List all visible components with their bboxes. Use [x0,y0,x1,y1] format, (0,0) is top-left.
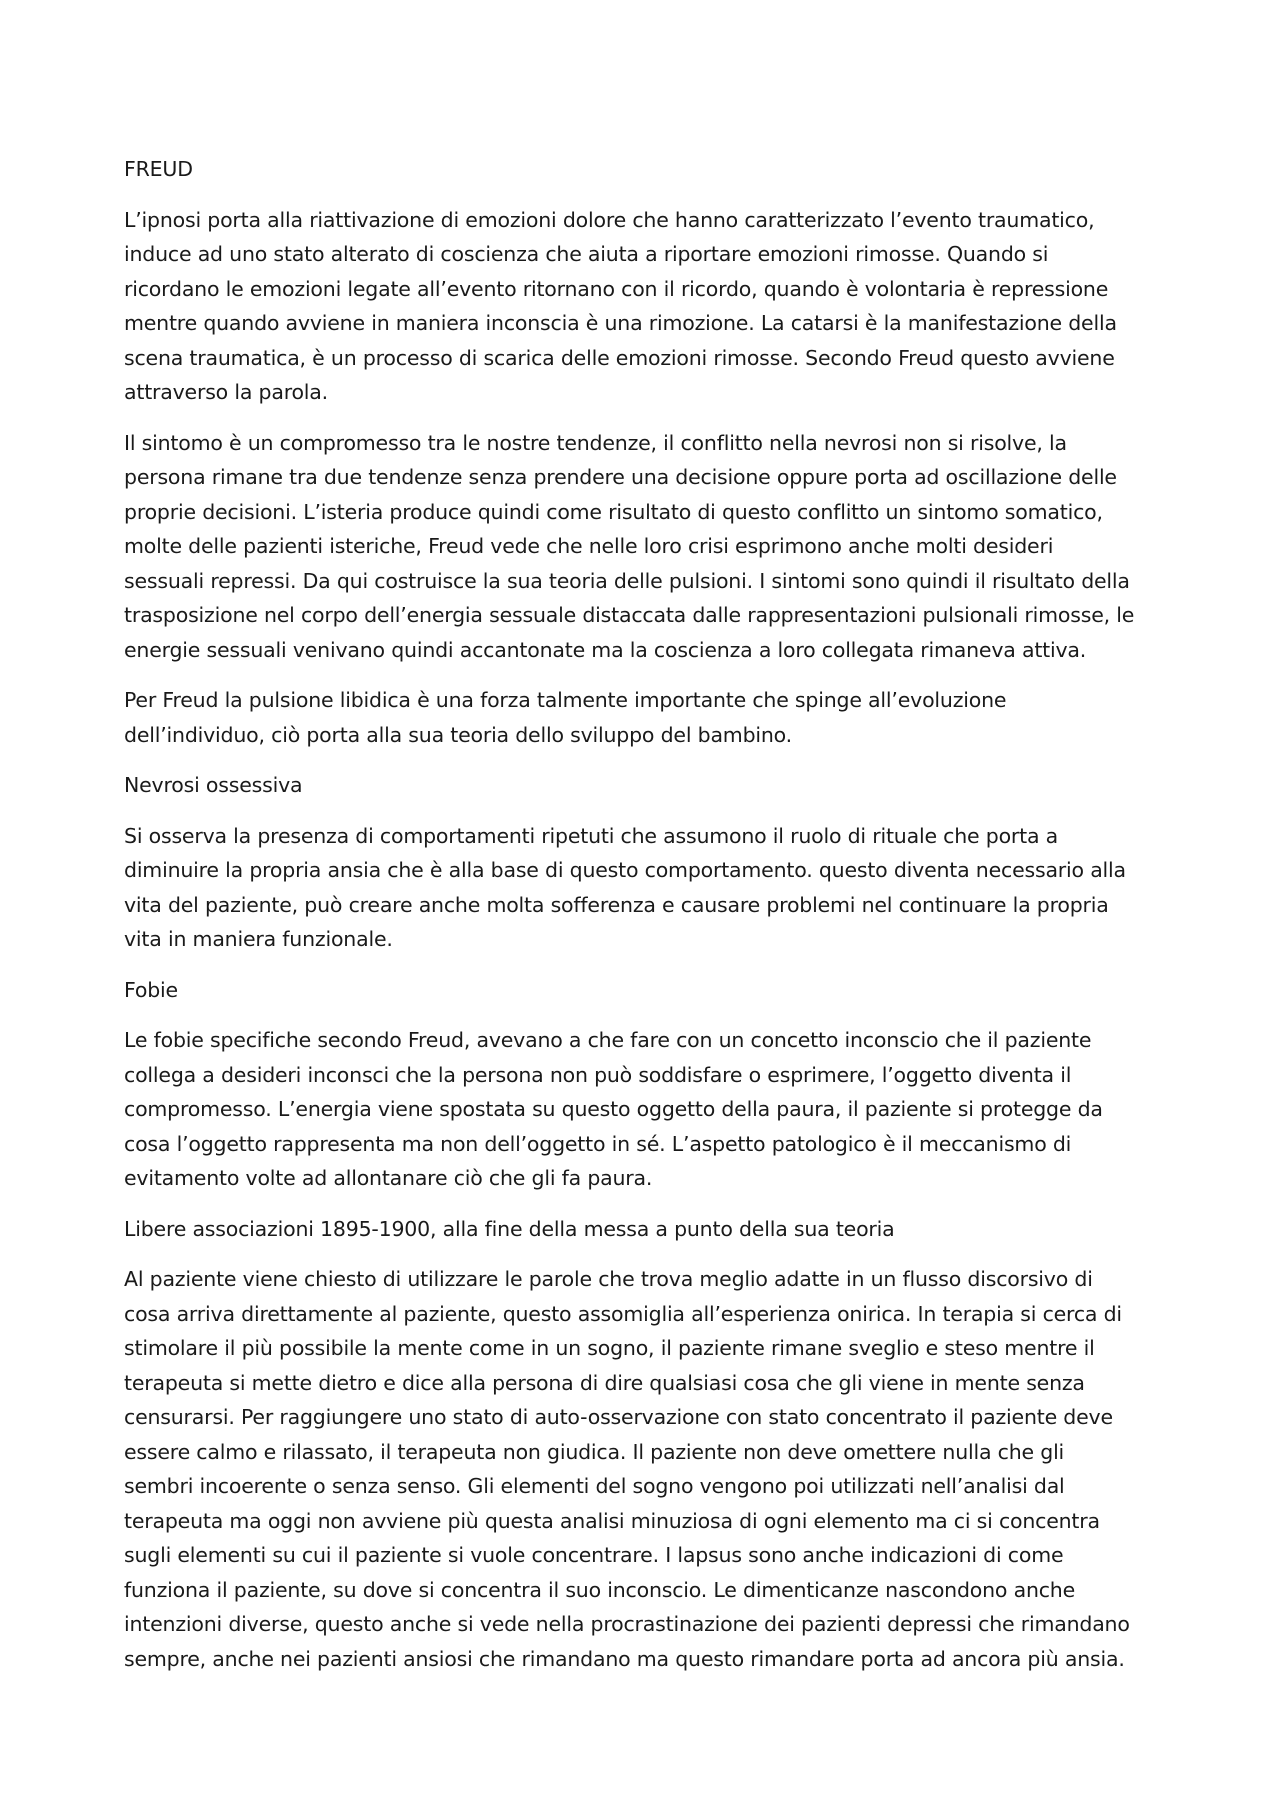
paragraph-line: sempre, anche nei pazienti ansiosi che rimandano ma questo rimandare porta ad ancora più ansia. [124,1646,1125,1671]
paragraph-line: vita del paziente, può creare anche molta sofferenza e causare problemi nel continuare la propria [124,892,1109,917]
paragraph-line: Il sintomo è un compromesso tra le nostre tendenze, il conflitto nella nevrosi non si risolve, la [124,430,1067,455]
heading-text: Fobie [124,977,178,1002]
paragraph-line: stimolare il più possibile la mente come in un sogno, il paziente rimane sveglio e steso mentre il [124,1336,1095,1360]
paragraph-line: essere calmo e rilassato, il terapeuta non giudica. Il paziente non deve omettere nulla che gli [124,1439,1065,1464]
paragraph-line: energie sessuali venivano quindi accantonate ma la coscienza a loro collegata rimaneva attiva. [124,637,1087,662]
paragraph-line: sugli elementi su cui il paziente si vuole concentrare. I lapsus sono anche indicazioni di come [124,1543,1064,1567]
paragraph-line: sessuali repressi. Da qui costruisce la sua teoria delle pulsioni. I sintomi sono quindi il risultato della [124,568,1130,593]
paragraph-line: terapeuta si mette dietro e dice alla persona di dire qualsiasi cosa che gli viene in mente senza [124,1370,1085,1395]
paragraph-line: sembri incoerente o senza senso. Gli elementi del sogno vengono poi utilizzati nell’analisi dal [124,1474,1065,1498]
document-title: FREUD [124,157,193,181]
paragraph-line: compromesso. L’energia viene spostata su questo oggetto della paura, il paziente si protegge da [124,1097,1103,1121]
paragraph-line: trasposizione nel corpo dell’energia sessuale distaccata dalle rappresentazioni pulsionali rimosse, le [124,603,1135,627]
paragraph [124,1023,1166,1196]
section-heading [124,973,1166,1008]
paragraph-line: Per Freud la pulsione libidica è una forza talmente importante che spinge all’evoluzione [124,688,1007,712]
paragraph [124,819,1166,957]
paragraph-line: attraverso la parola. [124,380,328,404]
paragraph [124,683,1166,752]
paragraph-line: proprie decisioni. L’isteria produce quindi come risultato di questo conflitto un sintomo somatico, [124,499,1103,524]
paragraph-line: ricordano le emozioni legate all’evento ritornano con il ricordo, quando è volontaria è repressione [124,276,1109,301]
paragraph [124,1262,1166,1676]
document-body [124,203,1166,1677]
paragraph-line: L’ipnosi porta alla riattivazione di emozioni dolore che hanno caratterizzato l’evento traumatico, [124,207,1095,232]
paragraph-line: Si osserva la presenza di comportamenti ripetuti che assumono il ruolo di rituale che porta a [124,823,1059,848]
paragraph-line: censurarsi. Per raggiungere uno stato di auto-osservazione con stato concentrato il paziente deve [124,1405,1113,1429]
heading-text: Libere associazioni 1895-1900, alla fine della messa a punto della sua teoria [124,1216,895,1241]
paragraph [124,203,1166,410]
paragraph-line: mentre quando avviene in maniera inconscia è una rimozione. La catarsi è la manifestazione della [124,311,1117,335]
paragraph-line: evitamento volte ad allontanare ciò che gli fa paura. [124,1166,653,1190]
section-heading [124,1212,1166,1247]
paragraph-line: cosa l’oggetto rappresenta ma non dell’oggetto in sé. L’aspetto patologico è il meccanismo di [124,1131,1072,1156]
paragraph [124,426,1166,668]
paragraph-line: molte delle pazienti isteriche, Freud vede che nelle loro crisi esprimono anche molti desideri [124,534,1054,558]
paragraph-line: funziona il paziente, su dove si concentra il suo inconscio. Le dimenticanze nascondono anche [124,1577,1076,1602]
paragraph-line: intenzioni diverse, questo anche si vede nella procrastinazione dei pazienti depressi che rimandano [124,1612,1130,1636]
paragraph-line: Al paziente viene chiesto di utilizzare le parole che trova meglio adatte in un flusso discorsivo di [124,1267,1093,1291]
paragraph-line: Le fobie specifiche secondo Freud, avevano a che fare con un concetto inconscio che il paziente [124,1028,1092,1052]
paragraph-line: diminuire la propria ansia che è alla base di questo comportamento. questo diventa necessario alla [124,858,1126,882]
section-heading [124,768,1166,803]
paragraph-line: vita in maniera funzionale. [124,927,393,951]
heading-text: Nevrosi ossessiva [124,773,303,797]
document-page [124,152,1166,1692]
paragraph-line: persona rimane tra due tendenze senza prendere una decisione oppure porta ad oscillazione delle [124,465,1117,489]
paragraph-line: scena traumatica, è un processo di scarica delle emozioni rimosse. Secondo Freud questo avviene [124,345,1115,370]
paragraph-line: terapeuta ma oggi non avviene più questa analisi minuziosa di ogni elemento ma ci si concentra [124,1508,1100,1533]
paragraph-line: dell’individuo, ciò porta alla sua teoria dello sviluppo del bambino. [124,722,792,747]
paragraph-line: induce ad uno stato alterato di coscienza che aiuta a riportare emozioni rimosse. Quando si [124,242,1049,266]
paragraph-line: cosa arriva direttamente al paziente, questo assomiglia all’esperienza onirica. In terapia si cerca di [124,1301,1122,1326]
paragraph-line: collega a desideri inconsci che la persona non può soddisfare o esprimere, l’oggetto diventa il [124,1062,1072,1087]
